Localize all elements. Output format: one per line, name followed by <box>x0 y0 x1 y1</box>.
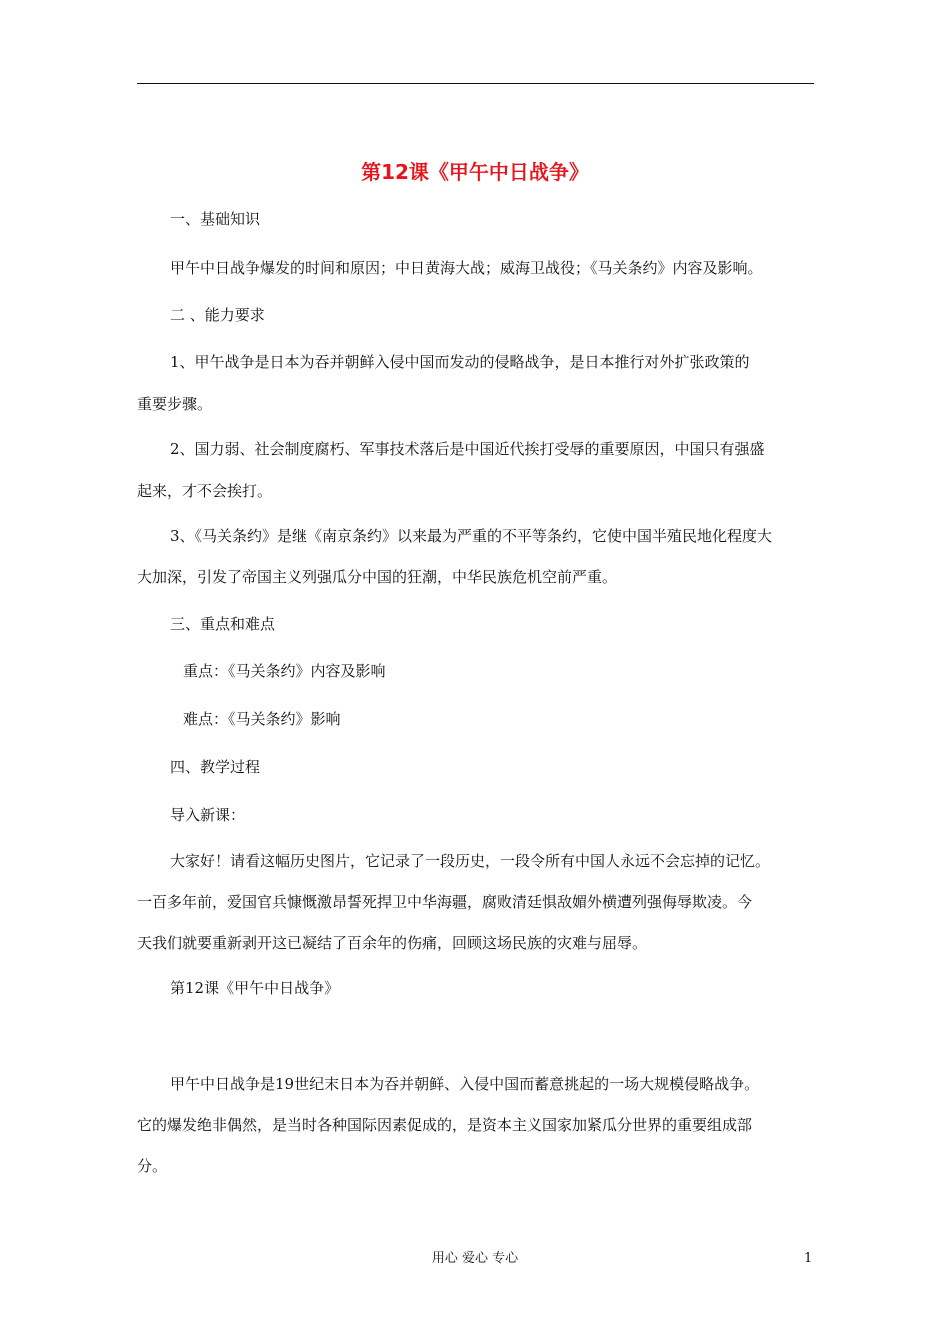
footer-motto: 用心 爱心 专心 <box>431 1251 519 1266</box>
body-line-1: 甲午中日战争是19世纪末日本为吞并朝鲜、入侵中国而蓄意挑起的一场大规模侵略战争。 <box>170 1075 760 1093</box>
intro-line-2: 一百多年前，爱国官兵慷慨激昂誓死捍卫中华海疆，腐败清廷惧敌媚外横遭列强侮辱欺凌。今 <box>137 893 753 911</box>
intro-label: 导入新课： <box>170 806 246 824</box>
page-title: 第12课《甲午中日战争》 <box>361 160 589 184</box>
difficult-point: 难点：《马关条约》影响 <box>183 710 341 728</box>
lesson-title: 第12课《甲午中日战争》 <box>170 979 340 997</box>
ability-item-2-line-2: 起来，才不会挨打。 <box>137 482 273 500</box>
ability-item-3-line-1: 3、《马关条约》是继《南京条约》以来最为严重的不平等条约，它使中国半殖民地化程度大 <box>170 527 773 545</box>
body-line-2: 它的爆发绝非偶然，是当时各种国际因素促成的，是资本主义国家加紧瓜分世界的重要组成部 <box>137 1116 753 1134</box>
header-rule <box>137 83 814 84</box>
body-line-3: 分。 <box>137 1157 168 1175</box>
intro-line-3: 天我们就要重新剥开这已凝结了百余年的伤痛，回顾这场民族的灾难与屈辱。 <box>137 934 648 952</box>
section-heading-basics: 一、基础知识 <box>170 210 261 228</box>
ability-item-2-line-1: 2、国力弱、社会制度腐朽、军事技术落后是中国近代挨打受辱的重要原因，中国只有强盛 <box>170 440 765 458</box>
key-point: 重点：《马关条约》内容及影响 <box>183 662 386 680</box>
basics-text: 甲午中日战争爆发的时间和原因；中日黄海大战；威海卫战役；《马关条约》内容及影响。 <box>170 259 763 277</box>
section-heading-teaching-process: 四、教学过程 <box>170 758 261 776</box>
page-number: 1 <box>804 1251 813 1266</box>
section-heading-abilities: 二 、能力要求 <box>170 306 265 324</box>
ability-item-1-line-1: 1、甲午战争是日本为吞并朝鲜入侵中国而发动的侵略战争，是日本推行对外扩张政策的 <box>170 353 750 371</box>
intro-line-1: 大家好！请看这幅历史图片，它记录了一段历史，一段令所有中国人永远不会忘掉的记忆。 <box>170 852 771 870</box>
ability-item-3-line-2: 大加深，引发了帝国主义列强瓜分中国的狂潮，中华民族危机空前严重。 <box>137 568 618 586</box>
section-heading-key-points: 三、重点和难点 <box>170 615 276 633</box>
ability-item-1-line-2: 重要步骤。 <box>137 395 213 413</box>
